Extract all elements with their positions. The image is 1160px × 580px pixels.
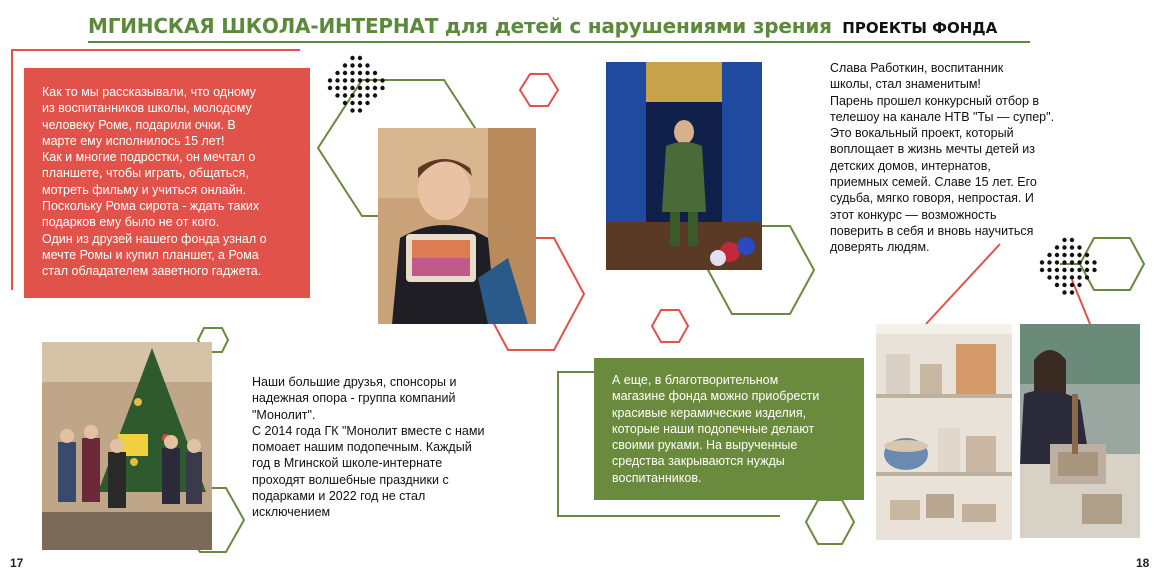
- line: которые наши подопечные делают: [612, 421, 815, 436]
- dot: [1085, 275, 1089, 279]
- page-number-left: 17: [10, 556, 24, 570]
- line: проходят волшебные праздники с: [252, 472, 449, 487]
- line: стал обладателем заветного гаджета.: [42, 264, 262, 279]
- dot: [358, 108, 362, 112]
- dot: [1070, 283, 1074, 287]
- line: С 2014 года ГК "Монолит вместе с нами: [252, 423, 485, 438]
- line: из воспитанников школы, молодому: [42, 101, 252, 116]
- dot: [1070, 275, 1074, 279]
- line: средства закрываются нужды: [612, 454, 785, 469]
- dot: [1070, 260, 1074, 264]
- photo-stage-performance: [606, 62, 762, 270]
- dot: [350, 56, 354, 60]
- dot: [358, 56, 362, 60]
- dot: [1047, 268, 1051, 272]
- dot: [380, 86, 384, 90]
- dot: [1062, 275, 1066, 279]
- dot: [1077, 260, 1081, 264]
- dot: [343, 93, 347, 97]
- line: исключением: [252, 505, 331, 520]
- hexagon-decoration: [806, 500, 854, 544]
- dot: [343, 78, 347, 82]
- line: марте ему исполнилось 15 лет!: [42, 133, 225, 148]
- dot: [335, 71, 339, 75]
- section-label: ПРОЕКТЫ ФОНДА: [842, 19, 998, 37]
- line: воплощает в жизнь мечты детей из: [830, 142, 1036, 157]
- page-number-right: 18: [1136, 556, 1150, 570]
- story-monolit-text: [252, 374, 528, 521]
- photo-children-christmas-tree: [42, 342, 212, 550]
- page-header: [88, 14, 997, 44]
- dot: [1047, 275, 1051, 279]
- dot: [1055, 283, 1059, 287]
- line: Один из друзей нашего фонда узнал о: [42, 231, 267, 246]
- line: А еще, в благотворительном: [612, 373, 779, 387]
- dot: [335, 86, 339, 90]
- photo-ceramics-shelves: [876, 324, 1012, 540]
- page-title: МГИНСКАЯ ШКОЛА-ИНТЕРНАТ для детей с нарушениями зрения: [88, 14, 832, 38]
- line: Как и многие подростки, он мечтал о: [42, 150, 256, 165]
- dot: [343, 71, 347, 75]
- dot: [365, 63, 369, 67]
- dot: [350, 63, 354, 67]
- dot: [1092, 260, 1096, 264]
- dot: [373, 78, 377, 82]
- dot: [1055, 275, 1059, 279]
- dot: [358, 93, 362, 97]
- dot: [1077, 268, 1081, 272]
- dot: [350, 71, 354, 75]
- dot: [1077, 283, 1081, 287]
- dot: [1092, 268, 1096, 272]
- line: Слава Работкин, воспитанник: [830, 61, 1004, 75]
- line: Это вокальный проект, который: [830, 126, 1014, 141]
- line: доверять людям.: [830, 240, 930, 255]
- line: подарков ему было не от кого.: [42, 215, 220, 230]
- hexagon-decoration: [652, 310, 688, 342]
- dot: [1062, 283, 1066, 287]
- line: магазине фонда можно приобрести: [612, 389, 820, 404]
- line: мотреть фильму и учиться онлайн.: [42, 182, 247, 197]
- dot: [358, 71, 362, 75]
- dot: [350, 108, 354, 112]
- line: год в Мгинской школе-интернате: [252, 456, 443, 471]
- title-underline: [88, 41, 1030, 43]
- line: "Монолит".: [252, 407, 316, 422]
- dot: [358, 63, 362, 67]
- line: планшете, чтобы играть, общаться,: [42, 166, 249, 181]
- dot: [335, 78, 339, 82]
- line: помоает нашим подопечным. Каждый: [252, 440, 472, 455]
- connector-line: [926, 244, 1000, 324]
- dot: [1070, 290, 1074, 294]
- story-roma-box: [24, 68, 310, 298]
- dot: [1062, 268, 1066, 272]
- dot: [1062, 260, 1066, 264]
- dot: [1040, 260, 1044, 264]
- dot: [373, 71, 377, 75]
- dot: [1055, 260, 1059, 264]
- dot: [1055, 268, 1059, 272]
- dot: [328, 86, 332, 90]
- dot: [343, 86, 347, 90]
- line: Как то мы рассказывали, что одному: [42, 85, 256, 99]
- story-ceramics-box: [594, 358, 864, 500]
- dot: [1062, 290, 1066, 294]
- dot: [365, 86, 369, 90]
- line: человеку Роме, подарили очки. В: [42, 117, 236, 132]
- line: телешоу на канале НТВ "Ты — супер".: [830, 109, 1055, 124]
- line: приемных семей. Славе 15 лет. Его: [830, 175, 1037, 190]
- dot: [380, 78, 384, 82]
- line: Парень прошел конкурсный отбор в: [830, 93, 1040, 108]
- dot: [365, 78, 369, 82]
- line: Поскольку Рома сирота - ждать таких: [42, 199, 260, 214]
- dot: [358, 86, 362, 90]
- dot: [350, 93, 354, 97]
- dot: [365, 101, 369, 105]
- dot: [373, 86, 377, 90]
- line: судьба, мягко говоря, непростая. И: [830, 191, 1034, 206]
- line: поверить в себя и вновь научиться: [830, 223, 1034, 238]
- line: школы, стал знаменитым!: [830, 77, 981, 92]
- line: красивые керамические изделия,: [612, 405, 807, 420]
- dot: [350, 78, 354, 82]
- dot: [1077, 275, 1081, 279]
- dot: [1085, 260, 1089, 264]
- dot: [1040, 268, 1044, 272]
- dot: [343, 63, 347, 67]
- dot: [1047, 260, 1051, 264]
- dot: [358, 78, 362, 82]
- dot: [365, 93, 369, 97]
- story-slava-text: [830, 60, 1110, 256]
- dot: [1070, 268, 1074, 272]
- dot: [350, 101, 354, 105]
- dot: [350, 86, 354, 90]
- dot: [365, 71, 369, 75]
- line: Наши большие друзья, спонсоры и: [252, 375, 457, 389]
- dot-grid-decoration: [328, 56, 385, 113]
- dot: [373, 93, 377, 97]
- line: своими руками. На вырученные: [612, 438, 798, 453]
- dot: [358, 101, 362, 105]
- photo-girl-ceramics-workshop: [1020, 324, 1140, 538]
- dot: [328, 78, 332, 82]
- line: детских домов, интернатов,: [830, 158, 991, 173]
- hexagon-decoration: [520, 74, 558, 106]
- photo-boy-with-tablet: [378, 128, 536, 324]
- line: мечте Ромы и купил планшет, а Рома: [42, 247, 259, 262]
- line: надежная опора - группа компаний: [252, 391, 456, 406]
- line: этот конкурс — возможность: [830, 207, 997, 222]
- line: воспитанников.: [612, 470, 702, 485]
- dot: [1085, 268, 1089, 272]
- dot: [343, 101, 347, 105]
- dot: [335, 93, 339, 97]
- line: подарками и 2022 год не стал: [252, 489, 426, 504]
